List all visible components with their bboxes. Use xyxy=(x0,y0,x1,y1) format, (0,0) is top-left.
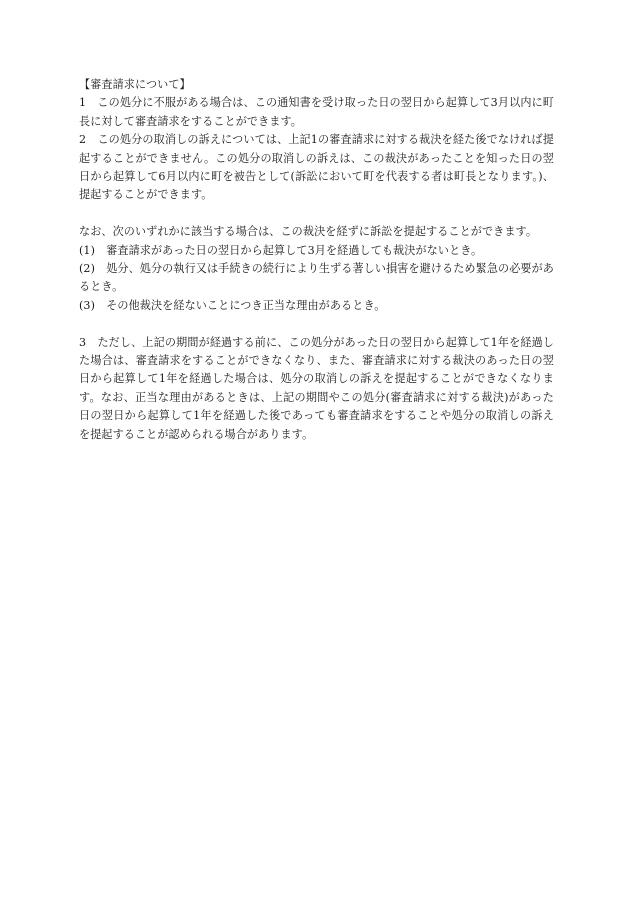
item-1-paragraph: 1 この処分に不服がある場合は、この通知書を受け取った日の翌日から起算して3月以内に町長に対して審査請求をすることができます。 xyxy=(79,96,554,128)
review-request-section xyxy=(79,76,554,205)
item-2-paragraph: 2 この処分の取消しの訴えについては、上記1の審査請求に対する裁決を経た後でなければ提起することができません。この処分の取消しの訴えは、この裁決があったことを知った日の翌日から起算して6月以内に町を被告として(訴訟において町を代表する者は町長となります。)、提起することができます。 xyxy=(79,133,554,202)
condition-3-paragraph: (3) その他裁決を経ないことにつき正当な理由があるとき。 xyxy=(79,298,386,312)
document-body xyxy=(79,76,554,444)
condition-1-paragraph: (1) 審査請求があった日の翌日から起算して3月を経過しても裁決がないとき。 xyxy=(79,243,483,257)
condition-2-paragraph: (2) 処分、処分の執行又は手続きの続行により生ずる著しい損害を避けるため緊急の必要があるとき。 xyxy=(79,262,554,294)
exceptions-section xyxy=(79,223,554,315)
item-3-paragraph: 3 ただし、上記の期間が経過する前に、この処分があった日の翌日から起算して1年を経過した場合は、審査請求をすることができなくなり、また、審査請求に対する裁決のあった日の翌日から起算して1年を経過した場合は、処分の取消しの訴えを提起することができなくなります。なお、正当な理由があるときは、上記の期間やこの処分(審査請求に対する裁決)があった日の翌日から起算して1年を経過した後であっても審査請求をすることや処分の取消しの訴えを提起することが認められる場合があります。 xyxy=(79,335,554,441)
paragraph-spacer xyxy=(79,205,554,223)
exceptions-lead-paragraph: なお、次のいずれかに該当する場合は、この裁決を経ずに訴訟を提起することができます。 xyxy=(79,225,538,239)
section-heading: 【審査請求について】 xyxy=(79,78,191,91)
paragraph-spacer xyxy=(79,315,554,333)
time-limit-section xyxy=(79,334,554,444)
